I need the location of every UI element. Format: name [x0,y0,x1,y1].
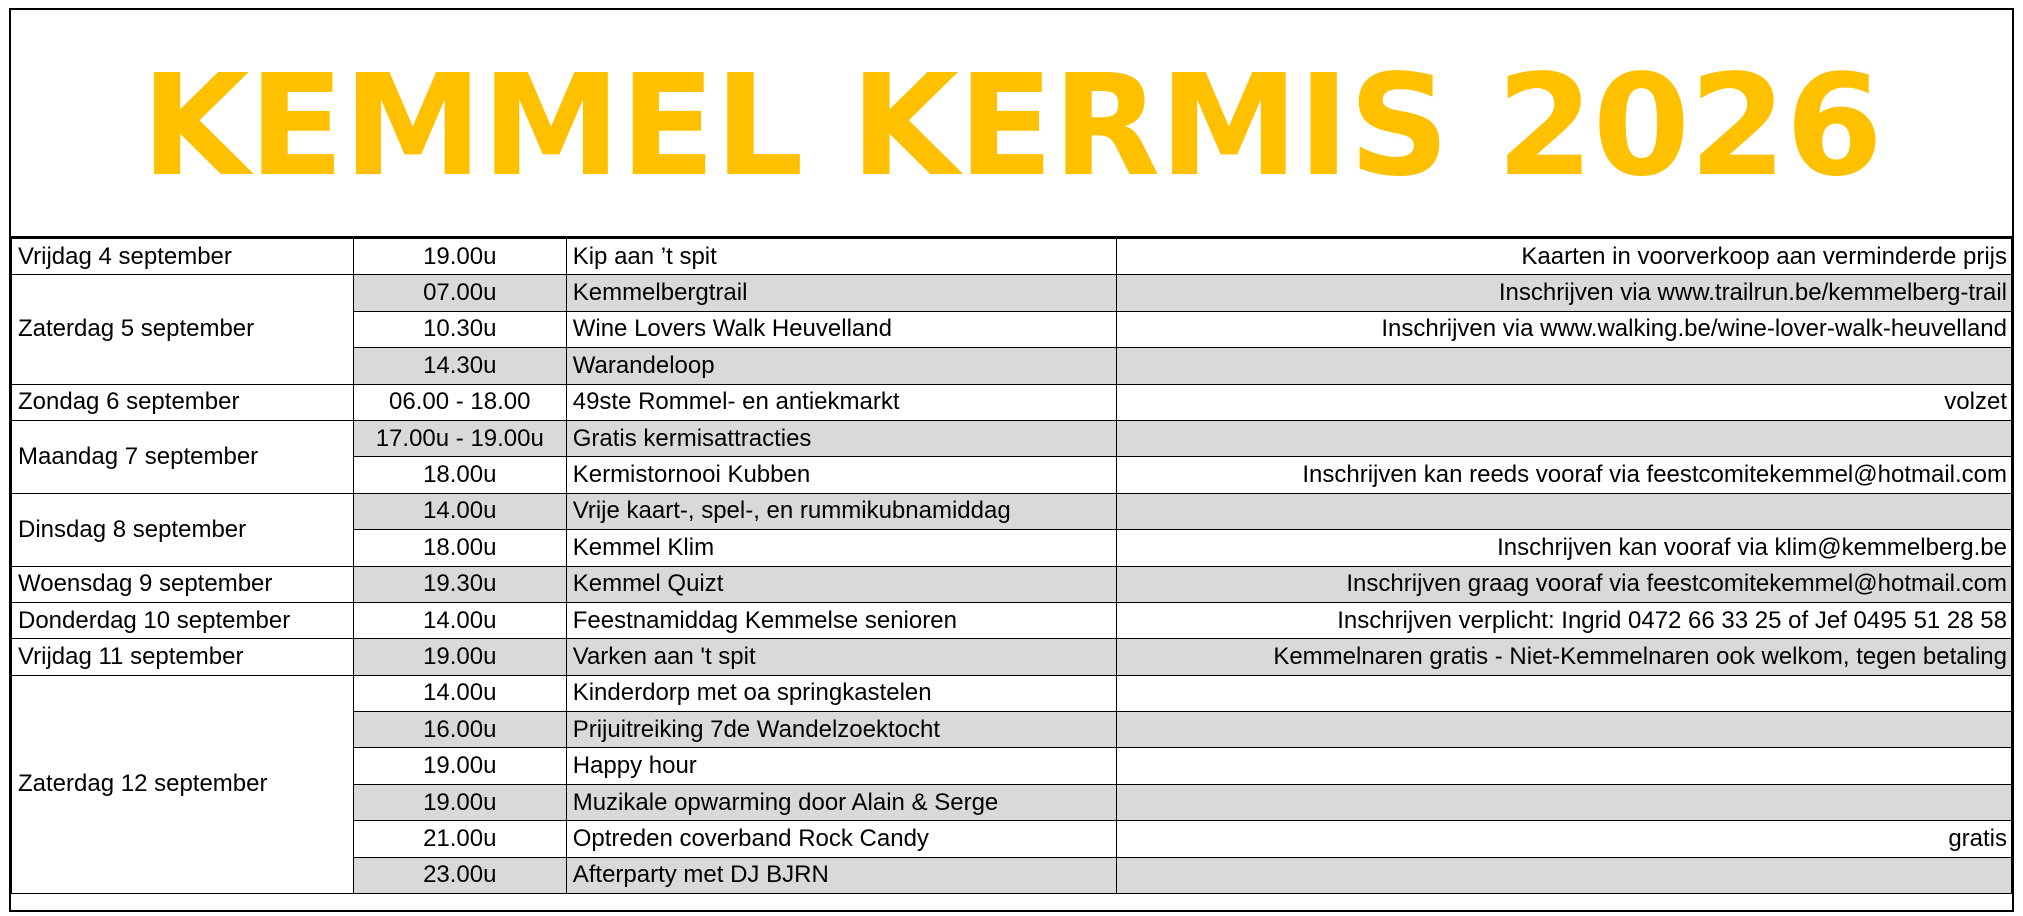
day-cell: Vrijdag 4 september [12,239,354,275]
time-cell: 14.00u [353,602,566,638]
time-cell: 17.00u - 19.00u [353,420,566,456]
time-cell: 18.00u [353,530,566,566]
time-cell: 14.30u [353,348,566,384]
event-cell: 49ste Rommel- en antiekmarkt [566,384,1117,420]
event-cell: Happy hour [566,748,1117,784]
note-cell [1117,675,2012,711]
event-cell: Feestnamiddag Kemmelse senioren [566,602,1117,638]
note-cell [1117,712,2012,748]
day-cell: Maandag 7 september [12,420,354,493]
event-cell: Kinderdorp met oa springkastelen [566,675,1117,711]
note-cell: Inschrijven via www.walking.be/wine-lover-walk-heuvelland [1117,311,2012,347]
day-cell: Zaterdag 12 september [12,675,354,893]
note-cell [1117,748,2012,784]
event-cell: Muzikale opwarming door Alain & Serge [566,784,1117,820]
event-cell: Vrije kaart-, spel-, en rummikubnamiddag [566,493,1117,529]
day-cell: Zaterdag 5 september [12,275,354,384]
day-cell: Woensdag 9 september [12,566,354,602]
note-cell: gratis [1117,821,2012,857]
note-cell: Inschrijven kan reeds vooraf via feestcomitekemmel@hotmail.com [1117,457,2012,493]
table-row [12,675,2012,711]
note-cell: Kemmelnaren gratis - Niet-Kemmelnaren ook welkom, tegen betaling [1117,639,2012,675]
day-cell: Zondag 6 september [12,384,354,420]
time-cell: 16.00u [353,712,566,748]
note-cell: volzet [1117,384,2012,420]
time-cell: 19.00u [353,239,566,275]
time-cell: 23.00u [353,857,566,893]
event-cell: Warandeloop [566,348,1117,384]
event-cell: Prijuitreiking 7de Wandelzoektocht [566,712,1117,748]
table-row [12,420,2012,456]
time-cell: 18.00u [353,457,566,493]
time-cell: 19.00u [353,784,566,820]
table-row [12,493,2012,529]
time-cell: 07.00u [353,275,566,311]
note-cell [1117,420,2012,456]
table-row [12,384,2012,420]
time-cell: 06.00 - 18.00 [353,384,566,420]
event-cell: Wine Lovers Walk Heuvelland [566,311,1117,347]
title-cell [11,10,2012,238]
event-cell: Varken aan 't spit [566,639,1117,675]
event-cell: Optreden coverband Rock Candy [566,821,1117,857]
table-row [12,566,2012,602]
note-cell: Inschrijven via www.trailrun.be/kemmelberg-trail [1117,275,2012,311]
event-cell: Kemmelbergtrail [566,275,1117,311]
event-cell: Kemmel Klim [566,530,1117,566]
note-cell [1117,493,2012,529]
note-cell [1117,857,2012,893]
table-row [12,239,2012,275]
event-cell: Kip aan ’t spit [566,239,1117,275]
note-cell: Inschrijven graag vooraf via feestcomitekemmel@hotmail.com [1117,566,2012,602]
table-row [12,602,2012,638]
event-cell: Gratis kermisattracties [566,420,1117,456]
day-cell: Dinsdag 8 september [12,493,354,566]
time-cell: 19.00u [353,748,566,784]
time-cell: 14.00u [353,675,566,711]
event-cell: Afterparty met DJ BJRN [566,857,1117,893]
schedule-table [11,238,2012,894]
day-cell: Vrijdag 11 september [12,639,354,675]
note-cell [1117,348,2012,384]
note-cell: Inschrijven verplicht: Ingrid 0472 66 33 25 of Jef 0495 51 28 58 [1117,602,2012,638]
page-title: KEMMEL KERMIS 2026 [141,45,1882,208]
event-cell: Kemmel Quizt [566,566,1117,602]
table-row [12,639,2012,675]
table-row [12,275,2012,311]
schedule-rows [12,239,2012,894]
note-cell: Inschrijven kan vooraf via klim@kemmelberg.be [1117,530,2012,566]
program-sheet [9,8,2014,912]
note-cell: Kaarten in voorverkoop aan verminderde prijs [1117,239,2012,275]
time-cell: 19.30u [353,566,566,602]
time-cell: 10.30u [353,311,566,347]
time-cell: 21.00u [353,821,566,857]
time-cell: 14.00u [353,493,566,529]
time-cell: 19.00u [353,639,566,675]
note-cell [1117,784,2012,820]
day-cell: Donderdag 10 september [12,602,354,638]
event-cell: Kermistornooi Kubben [566,457,1117,493]
